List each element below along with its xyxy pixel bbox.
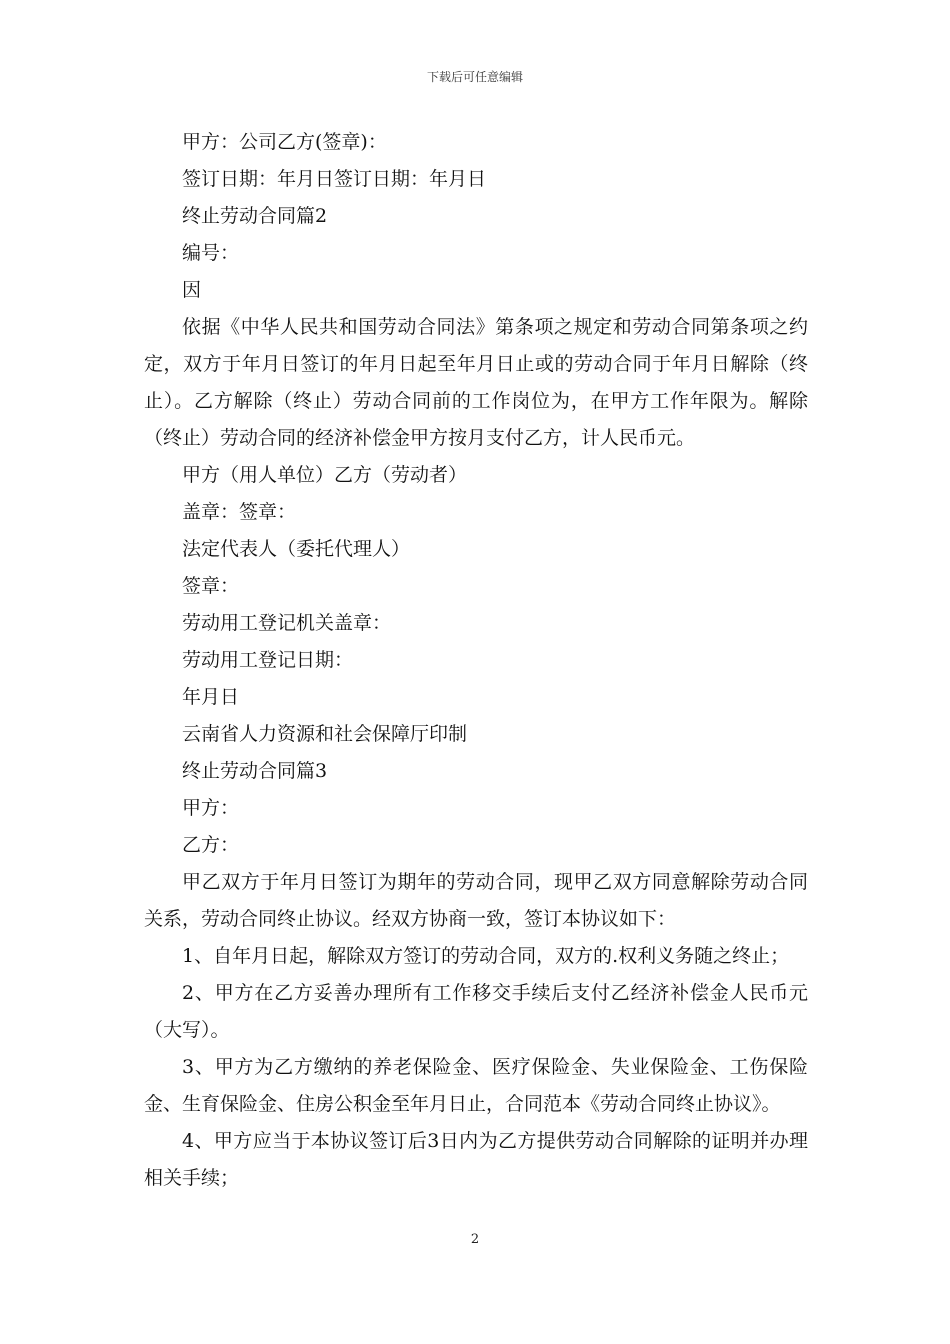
registration-date-line: 劳动用工登记日期：: [182, 649, 354, 671]
reason-line: 因: [182, 279, 202, 301]
issuer-line: 云南省人力资源和社会保障厅印制: [182, 723, 468, 745]
legal-representative-line: 法定代表人（委托代理人）: [182, 538, 411, 560]
signing-date-line: 签订日期：年月日签订日期：年月日: [182, 168, 487, 190]
document-body: [144, 124, 808, 1197]
serial-number-line: 编号：: [182, 242, 240, 264]
party-signature-line: 甲方：公司乙方(签章)：: [182, 131, 387, 153]
termination-paragraph: 依据《中华人民共和国劳动合同法》第条项之规定和劳动合同第条项之约定，双方于年月日签订的年月日起至年月日止或的劳动合同于年月日解除（终止）。乙方解除（终止）劳动合同前的工作岗位为，在甲方工作年限为。解除（终止）劳动合同的经济补偿金甲方按月支付乙方，计人民币元。: [144, 316, 808, 449]
parties-line: 甲方（用人单位）乙方（劳动者）: [182, 464, 468, 486]
signature-line: 签章：: [182, 575, 240, 597]
clause-1: 1、自年月日起，解除双方签订的劳动合同，双方的.权利义务随之终止；: [182, 945, 790, 967]
party-b-line: 乙方：: [182, 834, 240, 856]
date-line: 年月日: [182, 686, 240, 708]
page-header: 下载后可任意编辑: [426, 70, 523, 84]
clause-3: 3、甲方为乙方缴纳的养老保险金、医疗保险金、失业保险金、工伤保险金、生育保险金、住房公积金至年月日止，合同范本《劳动合同终止协议》。: [144, 1056, 808, 1115]
agreement-intro-paragraph: 甲乙双方于年月日签订为期年的劳动合同，现甲乙双方同意解除劳动合同关系，劳动合同终止协议。经双方协商一致，签订本协议如下：: [144, 871, 808, 930]
clause-4: 4、甲方应当于本协议签订后3日内为乙方提供劳动合同解除的证明并办理相关手续；: [144, 1130, 808, 1189]
section-title-3: 终止劳动合同篇3: [182, 760, 328, 782]
party-a-line: 甲方：: [182, 797, 240, 819]
clause-2: 2、甲方在乙方妥善办理所有工作移交手续后支付乙经济补偿金人民币元（大写）。: [144, 982, 808, 1041]
seal-line: 盖章：签章：: [182, 501, 297, 523]
page-number: 2: [470, 1232, 480, 1247]
registration-seal-line: 劳动用工登记机关盖章：: [182, 612, 392, 634]
section-title-2: 终止劳动合同篇2: [182, 205, 328, 227]
